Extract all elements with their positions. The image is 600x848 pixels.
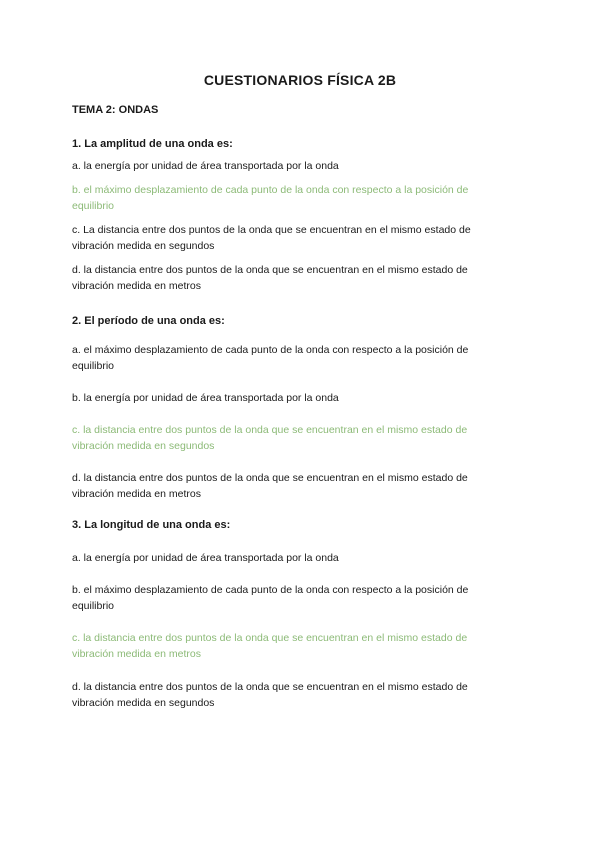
question-1-option-c: c. La distancia entre dos puntos de la onda que se encuentran en el mismo estado de vibración medida en segundos (72, 224, 471, 252)
question-1-option-a: a. la energía por unidad de área transportada por la onda (72, 160, 339, 172)
question-1-text: 1. La amplitud de una onda es: (72, 138, 233, 150)
question-3-option-d: d. la distancia entre dos puntos de la onda que se encuentran en el mismo estado de vibración medida en segundos (72, 681, 468, 709)
question-2-option-b: b. la energía por unidad de área transportada por la onda (72, 392, 339, 404)
question-2-option-a: a. el máximo desplazamiento de cada punto de la onda con respecto a la posición de equilibrio (72, 344, 469, 372)
question-2-option-d: d. la distancia entre dos puntos de la onda que se encuentran en el mismo estado de vibración medida en metros (72, 472, 468, 500)
question-3 (72, 517, 502, 709)
question-2 (72, 313, 502, 500)
document-title: CUESTIONARIOS FÍSICA 2B (203, 72, 397, 88)
question-2-option-c: c. la distancia entre dos puntos de la onda que se encuentran en el mismo estado de vibración medida en segundos (72, 424, 468, 452)
topic-heading: TEMA 2: ONDAS (72, 104, 159, 116)
question-1-option-d: d. la distancia entre dos puntos de la onda que se encuentran en el mismo estado de vibración medida en metros (72, 264, 468, 292)
question-3-option-a: a. la energía por unidad de área transportada por la onda (72, 552, 339, 564)
question-3-option-b: b. el máximo desplazamiento de cada punto de la onda con respecto a la posición de equilibrio (72, 584, 469, 612)
question-3-option-c: c. la distancia entre dos puntos de la onda que se encuentran en el mismo estado de vibración medida en metros (72, 632, 468, 660)
question-1-option-b: b. el máximo desplazamiento de cada punto de la onda con respecto a la posición de equilibrio (72, 184, 469, 212)
question-3-text: 3. La longitud de una onda es: (72, 519, 231, 531)
question-1 (72, 136, 502, 292)
question-2-text: 2. El período de una onda es: (72, 315, 225, 327)
